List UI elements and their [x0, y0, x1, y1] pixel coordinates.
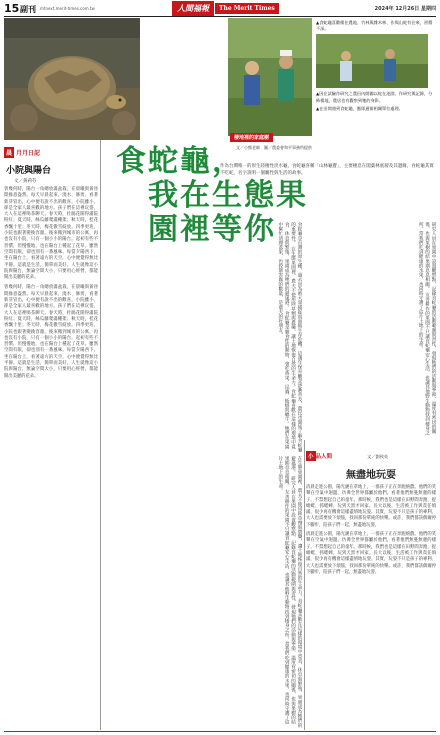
header-rule — [4, 16, 436, 17]
page-header — [4, 3, 436, 15]
article-intro: 作為台灣唯一的原生陸棲性淡水龜，食蛇龜喜稱「山林龜寶」，主要棲息在闊葉林底層及其邊緣，食蛇龜其實不吃蛇，名字說明一個屬性與生活的故事。 — [220, 164, 434, 176]
left-article-author: 文／黃莉芬 — [14, 179, 37, 184]
page-number: 15 — [4, 2, 20, 15]
article-paragraph-2: 在生態果園裡，農夫不使用除草劑與農藥，讓土地恢復自然的生命力。食蛇龜喜歡在這樣的環境中覓食、休息與繁殖，果園成為牠們的避風港。 — [284, 222, 296, 449]
essay-author: 文／劉致英 — [367, 454, 389, 459]
left-article-body-cont: 曾幾何時，陽台一角總放滿盆栽，在晨曦與黃昏間綠意盎然。每天早晨起來，澆水、修剪，看著新芽冒出，心中便有說不出的歡喜。小院雖小，卻是全家人最喜歡的地方。孩子們在這裡玩耍，大人在這裡喝茶聊天。春天時，杜鵑花開得滿院粉紅；夏天時，絲瓜藤爬滿棚架；秋天時，桂花香飄十里；冬天時，梅花傲雪綻放。四季更迭，小院也跟著變換容顏。後來搬到城市的公寓，再也沒有小院，只有一個小小的陽台。起初有些不習慣，但慢慢地，也在陽台上種起了花草。雖然空間有限，卻也別有一番風味。每當夕陽西下，坐在陽台上，看著遠方的天空，心中便覺得無比平靜。這就是生活，簡單而美好。人生就像這小院與陽台，無論空間大小，只要用心經營，都能開出美麗的花朵。 — [4, 285, 98, 379]
left-article-body: 曾幾何時，陽台一角總放滿盆栽，在晨曦與黃昏間綠意盎然。每天早晨起來，澆水、修剪，看著新芽冒出，心中便有說不出的歡喜。小院雖小，卻是全家人最喜歡的地方。孩子們在這裡玩耍，大人在這裡喝茶聊天。春天時，杜鵑花開得滿院粉紅；夏天時，絲瓜藤爬滿棚架；秋天時，桂花香飄十里；冬天時，梅花傲雪綻放。四季更迭，小院也跟著變換容顏。後來搬到城市的公寓，再也沒有小院，只有一個小小的陽台。起初有些不習慣，但慢慢地，也在陽台上種起了花草。雖然空間有限，卻也別有一番風味。每當夕陽西下，坐在陽台上，看著遠方的天空，心中便覺得無比平靜。這就是生活，簡單而美好。人生就像這小院與陽台，無論空間大小，只要用心經營，都能開出美麗的花朵。 — [4, 187, 98, 281]
essay-title: 無盡地玩耍 — [346, 470, 396, 481]
article-paragraph-3: 食蛇龜是雜食性的動物，會吃落果、昆蟲、蚯蚓與蝸牛。牠們在果園中幫忙清理落果，也控制害蟲的數量，是農夫的好朋友。 — [277, 222, 290, 449]
turtle-photo — [4, 18, 140, 140]
essay-tag: 小 — [306, 451, 316, 461]
article-body-bottom — [104, 456, 302, 728]
masthead-english: The Merit Times — [215, 3, 279, 14]
article-paragraph-5: 友善耕作的果園不只讓食蛇龜安心生活，也讓其他野生動物找到棲身之所。當我們吃到健康的水果，也同時守護了這片土地上的生命。 — [418, 222, 430, 436]
left-column — [4, 140, 98, 730]
section-name: 副刊 — [20, 5, 36, 14]
article-paragraph-1: 食蛇龜是台灣的原生種，過去因為被大量捕捉而面臨生存危機。這幾年保育觀念逐漸普及，農民也開始了解食蛇龜的重要性。 — [290, 222, 302, 452]
issue-date: 2024年 12月26日 星期四 — [374, 6, 436, 12]
caption-2: ▲因在試驗作研究之農田內開闢以蛇在池園，作研究與記錄，分佈棲地，農居也有觀察到牠的身影。 — [316, 91, 433, 103]
article-paragraph-8: 友善耕作的果園不只讓食蛇龜安心生活，也讓其他野生動物找到棲身之所。當我們吃到健康的水果，也同時守護了這片土地上的生命。 — [277, 456, 290, 725]
headline-line-2: 我在生態果園裡等你 — [148, 178, 308, 247]
column-tag-label: 月月日記 — [16, 150, 41, 157]
article-body-top — [104, 222, 302, 452]
article-body-right — [306, 222, 436, 438]
essay-box — [306, 443, 436, 731]
article-paragraph-6: 在生態果園裡，農夫不使用除草劑與農藥，讓土地恢復自然的生命力。食蛇龜喜歡在這樣的環境中覓食、休息與繁殖，果園成為牠們的避風港。 — [290, 456, 302, 728]
essay-body-cont: 清晨走進公園，陽光灑在草地上，一群孩子正在奔跑嬉戲。他們的笑聲在空氣中迴盪，彷彿全世界都屬於他們。看著他們無憂無慮的樣子，不禁想起自己的童年。那時候，我們也是這樣在田野間奔跑，捉蜻蜓、抓蟋蟀，玩到天黑才回家。長大以後，生活被工作與責任填滿，很少再有機會這樣盡情地玩耍。其實，玩耍不只是孩子的專利，大人也需要放下煩惱，找回那份單純的快樂。或許，我們都該偶爾停下腳步，陪孩子們一起，無盡地玩耍。 — [306, 532, 436, 575]
article-paragraph-4: 研究人員在果園中設置觀察點，記錄食蛇龜的活動範圍與習性，發現牠們的活動與季節、溫度有密切的關係，也與果樹的結果期息息相關。 — [424, 222, 436, 434]
masthead-chinese: 人間福報 — [172, 1, 214, 16]
photo-credit: 文／小熊老師 圖／農委會和平事務所提供 — [236, 145, 312, 150]
footer-rule — [4, 731, 436, 732]
essay-tag-label: 品人間 — [315, 454, 333, 460]
article-paragraph-7: 研究人員在果園中設置觀察點，記錄食蛇龜的活動範圍與習性，發現牠們的活動與季節、溫度有密切的關係，也與果樹的結果期息息相關。 — [284, 456, 296, 725]
left-article-title: 小院與陽台 — [6, 166, 52, 176]
box-divider — [304, 440, 305, 730]
masthead — [172, 2, 279, 15]
site-url: mtnext.merit-times.com.tw — [40, 6, 95, 11]
researchers-photo — [228, 18, 312, 136]
photo-badge: 棲地裡的家庭樹 — [230, 133, 273, 142]
field-photo — [316, 34, 428, 88]
photo-captions — [316, 20, 436, 114]
essay-body: 清晨走進公園，陽光灑在草地上，一群孩子正在奔跑嬉戲。他們的笑聲在空氣中迴盪，彷彿全世界都屬於他們。看著他們無憂無慮的樣子，不禁想起自己的童年。那時候，我們也是這樣在田野間奔跑，捉蜻蜓、抓蟋蟀，玩到天黑才回家。長大以後，生活被工作與責任填滿，很少再有機會這樣盡情地玩耍。其實，玩耍不只是孩子的專利，大人也需要放下煩惱，找回那份單純的快樂。或許，我們都該偶爾停下腳步，陪孩子們一起，無盡地玩耍。 — [306, 485, 436, 528]
caption-3: ▲在田間遇到食蛇龜，應即通報相關單位處理。 — [316, 105, 403, 111]
headline-line-1: 食蛇龜， — [116, 144, 244, 179]
column-tag: 晨 — [4, 147, 14, 158]
column-divider — [100, 140, 101, 730]
caption-1: ▲食蛇龜喜歡棲住農地、竹林與雜木林、作與山蛇有往來，習慣不深。 — [316, 20, 433, 32]
